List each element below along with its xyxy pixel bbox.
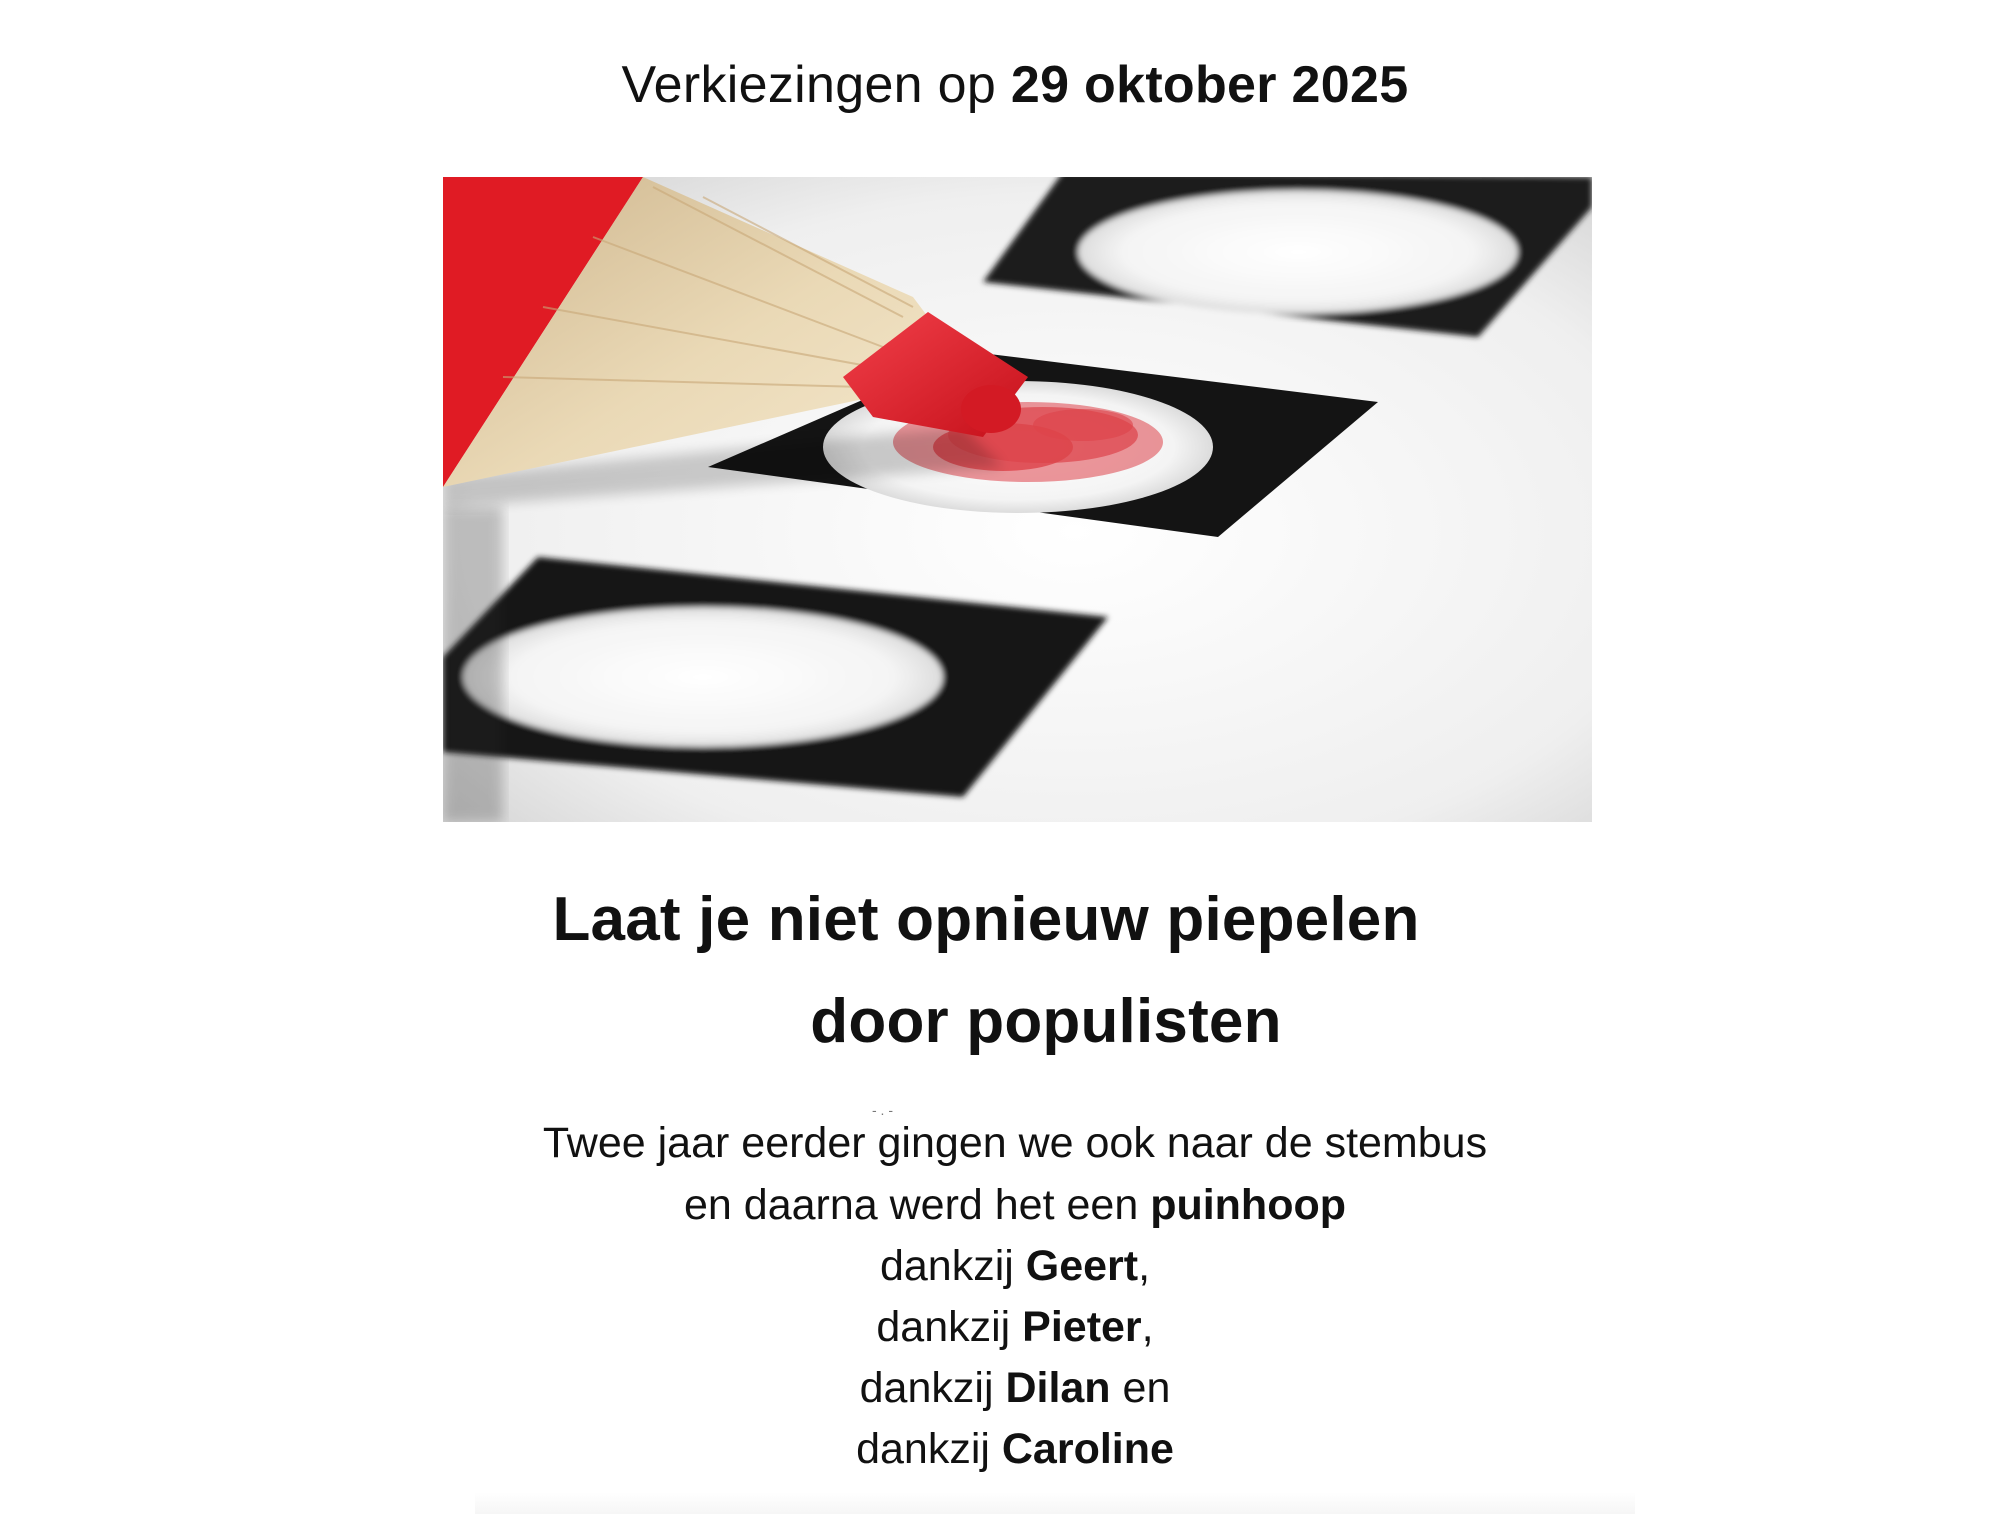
page-title — [0, 50, 2000, 120]
name-geert: Geert — [1025, 1242, 1139, 1290]
body-line-6 — [0, 1419, 2000, 1479]
body-text: , — [1138, 1242, 1151, 1290]
body-text: en daarna werd het een — [684, 1181, 1151, 1229]
title-prefix: Verkiezingen op — [621, 56, 1011, 114]
name-pieter: Pieter — [1022, 1303, 1142, 1351]
body-line-5 — [0, 1358, 2000, 1418]
stray-marks: - . - — [872, 1102, 893, 1118]
name-dilan: Dilan — [1005, 1364, 1111, 1412]
ballot-photo — [443, 177, 1592, 822]
emphasis-puinhoop: puinhoop — [1150, 1181, 1346, 1229]
body-line-3 — [0, 1236, 2000, 1296]
name-caroline: Caroline — [1001, 1425, 1174, 1473]
headline-line-1: Laat je niet opnieuw piepelen — [552, 885, 1420, 954]
bottom-edge-band — [475, 1492, 1635, 1514]
headline-line-2: door populisten — [810, 987, 1282, 1056]
body-text: dankzij — [879, 1242, 1026, 1290]
body-text: dankzij — [876, 1303, 1023, 1351]
body-text: dankzij — [859, 1364, 1006, 1412]
body-text: en — [1110, 1364, 1171, 1412]
body-text: , — [1141, 1303, 1154, 1351]
body-text: Twee jaar eerder gingen we ook naar de stembus — [542, 1119, 1488, 1167]
body-line-1 — [0, 1113, 2000, 1173]
body-line-2 — [0, 1175, 2000, 1235]
body-text: dankzij — [856, 1425, 1002, 1473]
election-date: 29 oktober 2025 — [1010, 56, 1409, 114]
body-line-4 — [0, 1297, 2000, 1357]
